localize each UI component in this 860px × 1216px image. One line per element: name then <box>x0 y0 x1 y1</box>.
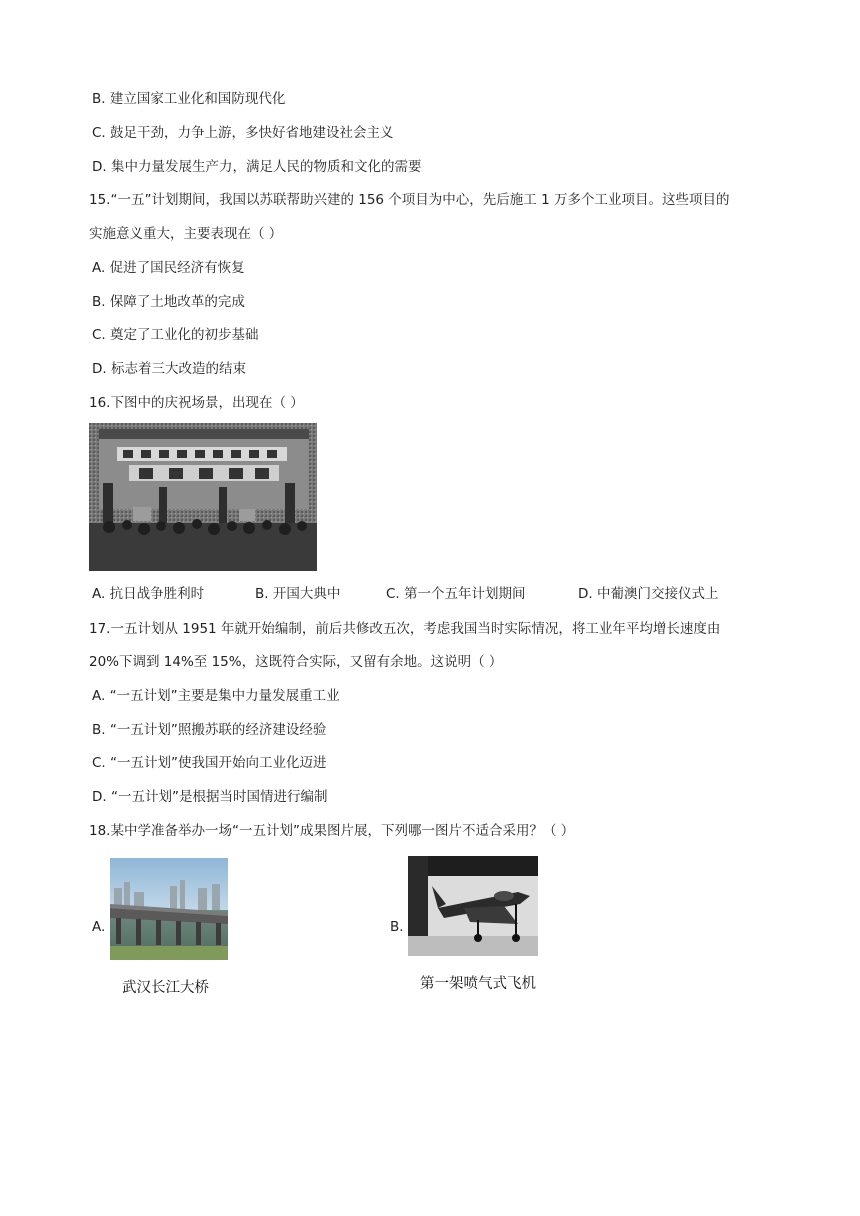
q14-option-d: D. 集中力量发展生产力，满足人民的物质和文化的需要 <box>92 159 422 175</box>
q18-stem: 18.某中学准备举办一场“一五计划”成果图片展，下列哪一图片不适合采用？（ ） <box>89 823 575 839</box>
q15-option-a: A. 促进了国民经济有恢复 <box>92 260 245 276</box>
jet-aircraft-photo <box>408 856 538 956</box>
q15-option-c: C. 奠定了工业化的初步基础 <box>92 327 259 343</box>
q17-stem-line1: 17.一五计划从 1951 年就开始编制，前后共修改五次，考虑我国当时实际情况，将工业年平均增长速度由 <box>89 621 721 637</box>
q16-option-b: B. 开国大典中 <box>255 586 341 602</box>
q16-option-a: A. 抗日战争胜利时 <box>92 586 205 602</box>
q18-option-a-caption: 武汉长江大桥 <box>122 980 209 996</box>
q14-option-b: B. 建立国家工业化和国防现代化 <box>92 91 286 107</box>
q17-option-d: D. “一五计划”是根据当时国情进行编制 <box>92 789 328 805</box>
celebration-photo <box>89 423 317 571</box>
q17-stem-line2: 20%下调到 14%至 15%，这既符合实际，又留有余地。这说明（ ） <box>89 654 503 670</box>
q18-option-b-label: B. <box>390 919 404 935</box>
q15-option-b: B. 保障了土地改革的完成 <box>92 294 245 310</box>
wuhan-bridge-image <box>110 858 228 960</box>
q18-option-b-caption: 第一架喷气式飞机 <box>420 976 536 992</box>
q16-option-c: C. 第一个五年计划期间 <box>386 586 526 602</box>
q16-stem: 16.下图中的庆祝场景，出现在（ ） <box>89 395 304 411</box>
wuhan-bridge-photo <box>110 858 228 960</box>
q16-option-d: D. 中葡澳门交接仪式上 <box>578 586 719 602</box>
q17-option-c: C. “一五计划”使我国开始向工业化迈进 <box>92 755 327 771</box>
q14-option-c: C. 鼓足干劲，力争上游，多快好省地建设社会主义 <box>92 125 394 141</box>
q17-option-a: A. “一五计划”主要是集中力量发展重工业 <box>92 688 340 704</box>
jet-aircraft-image <box>408 856 538 956</box>
q17-option-b: B. “一五计划”照搬苏联的经济建设经验 <box>92 722 327 738</box>
q18-option-a-label: A. <box>92 919 106 935</box>
q15-stem-line2: 实施意义重大，主要表现在（ ） <box>89 226 283 242</box>
celebration-photo-image <box>89 423 317 571</box>
q15-stem-line1: 15.“一五”计划期间，我国以苏联帮助兴建的 156 个项目为中心，先后施工 1 万多个工业项目。这些项目的 <box>89 192 730 208</box>
q15-option-d: D. 标志着三大改造的结束 <box>92 361 246 377</box>
